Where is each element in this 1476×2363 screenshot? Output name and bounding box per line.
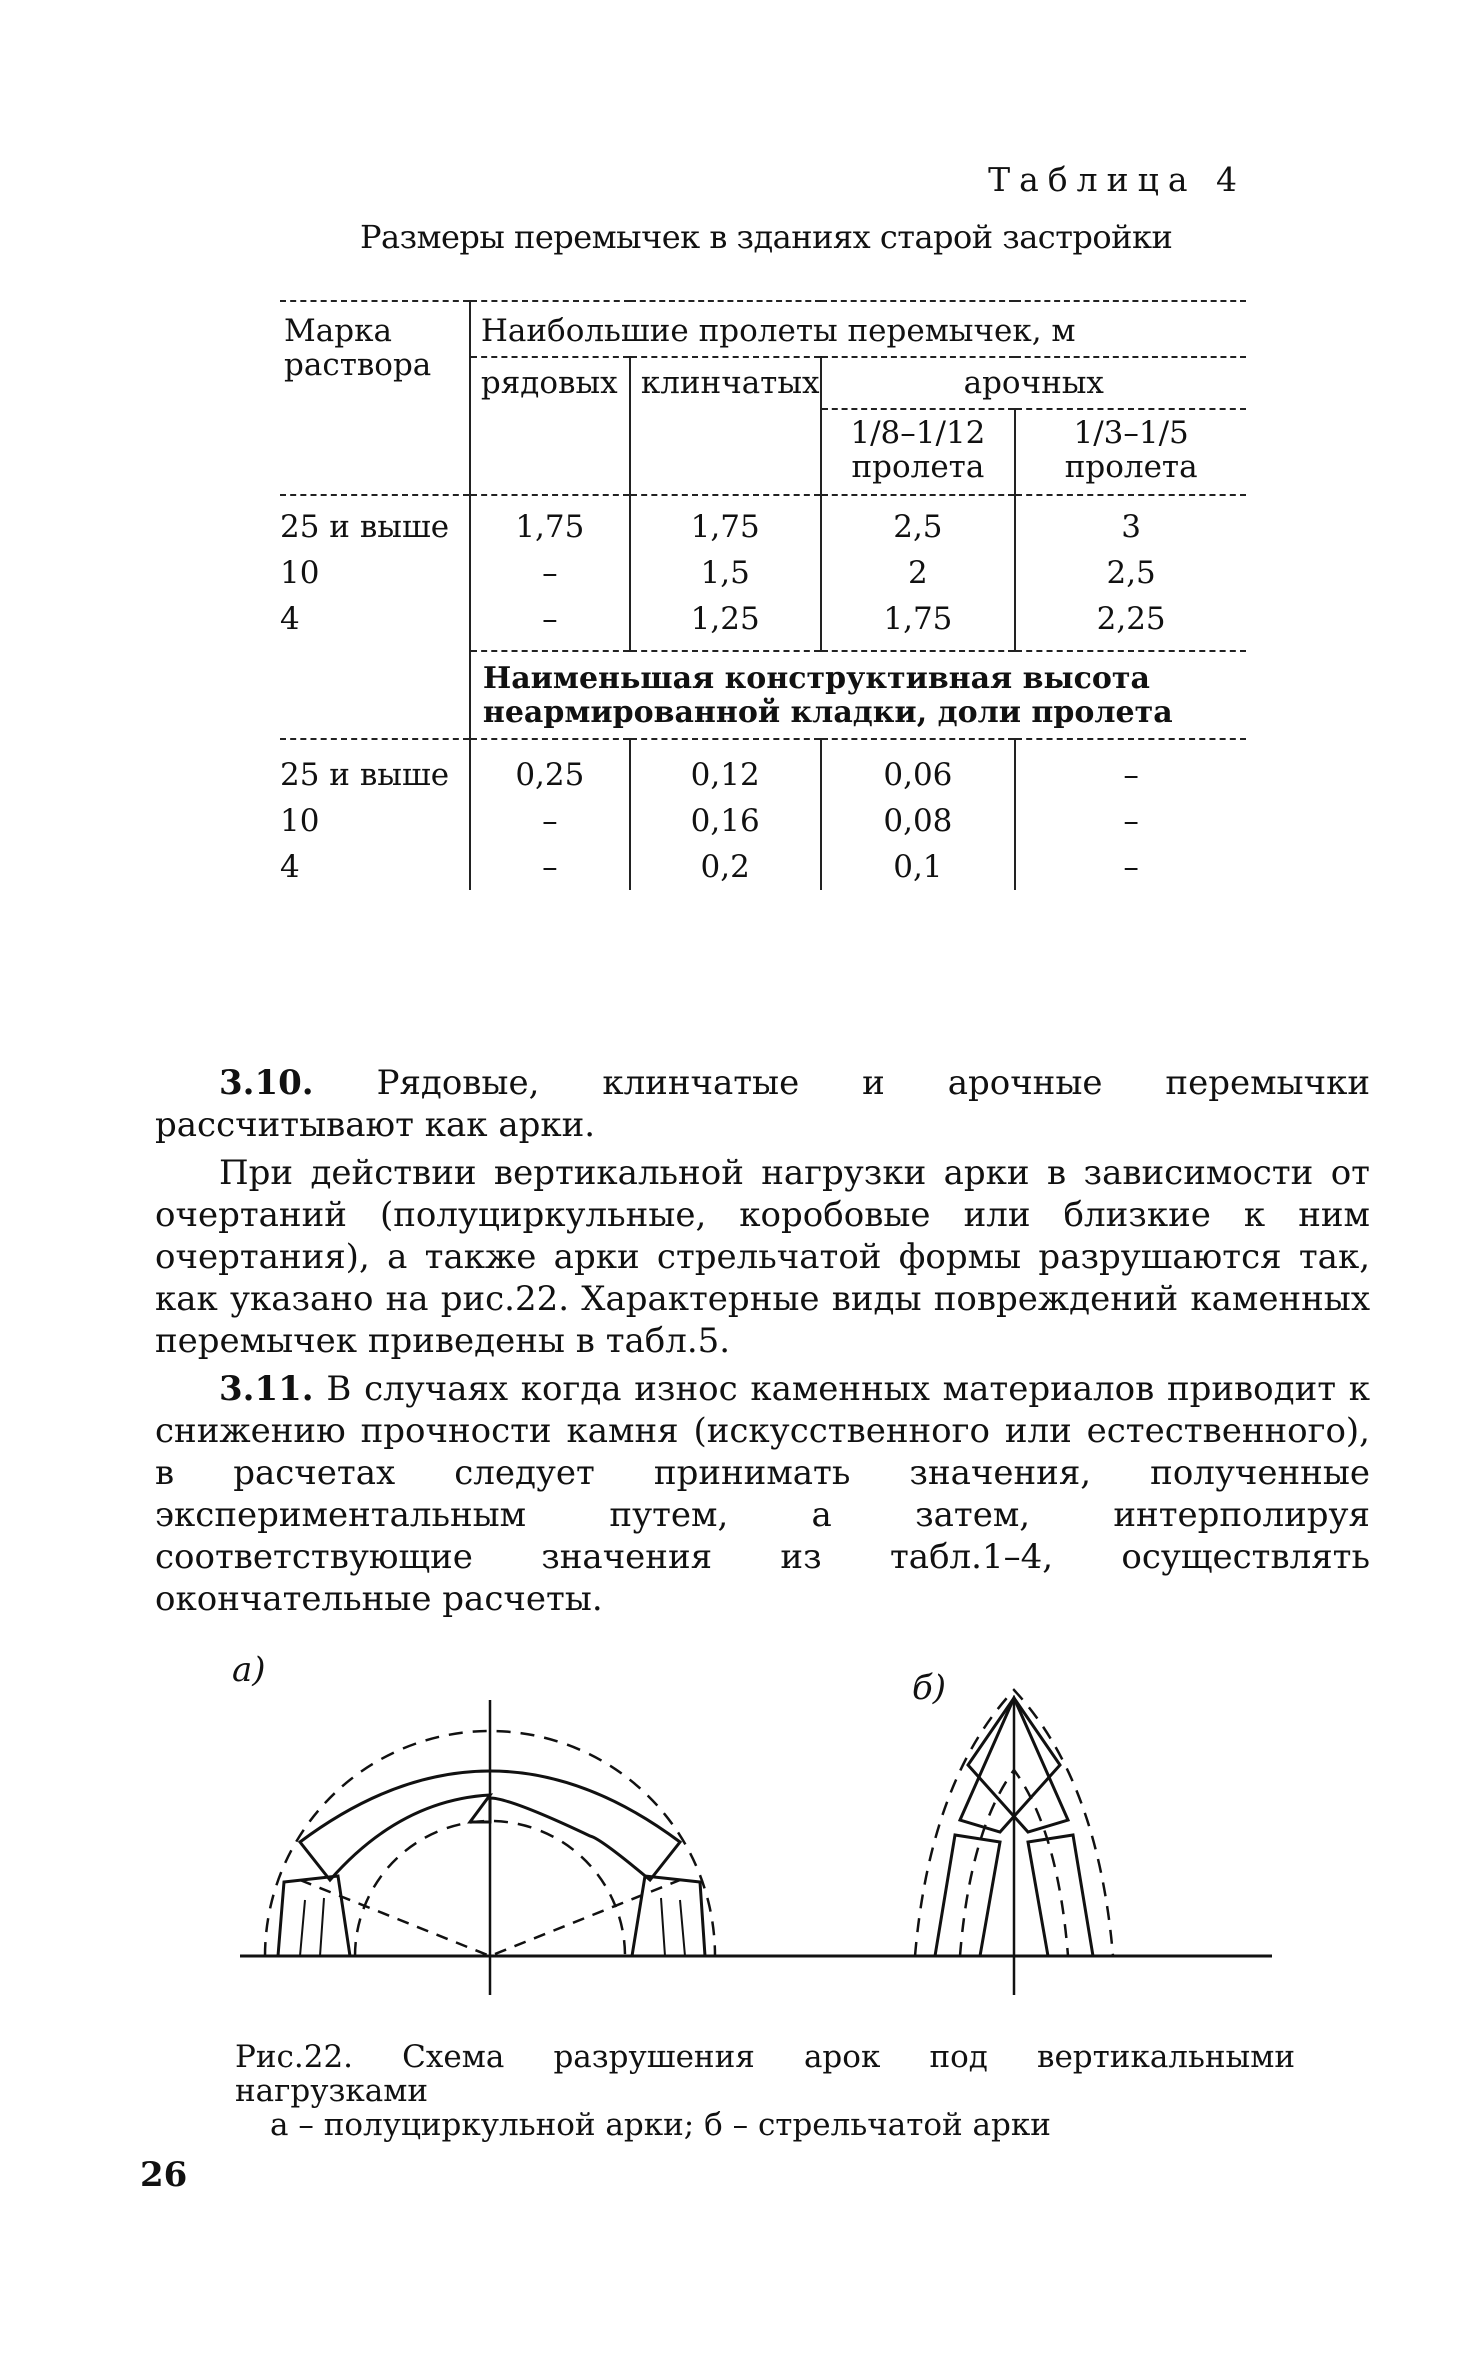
header-wedge-lintels: клинчатых <box>630 357 821 495</box>
table-row: 10 – 0,16 0,08 – <box>280 792 1246 838</box>
table-title: Размеры перемычек в зданиях старой застройки <box>360 218 1173 256</box>
left-support-fragment <box>278 1876 350 1956</box>
header-arch-1-8: 1/8–1/12 пролета <box>821 409 1016 495</box>
left-joint <box>300 1898 324 1956</box>
table-row: 25 и выше 1,75 1,75 2,5 3 <box>280 495 1246 544</box>
paragraph-3-11: 3.11. В случаях когда износ каменных материалов приводит к снижению прочности камня (искусственного или естественного), в расчетах следует принимать значения, полученные экспериментальным путем, а затем, интерполируя соответствующие значения из табл.1–4, осуществлять окончательные расчеты. <box>155 1369 1371 1619</box>
header-mark: Марка раствора <box>280 301 470 495</box>
right-joint <box>661 1898 685 1956</box>
header-arch-1-3: 1/3–1/5 пролета <box>1015 409 1246 495</box>
header-height-group: Наименьшая конструктивная высота неармированной кладки, доли пролета <box>470 651 1246 739</box>
caption-title: Рис.22. Схема разрушения арок под вертикальными нагрузками <box>235 2039 1295 2109</box>
header-spans-group: Наибольшие пролеты перемычек, м <box>470 301 1246 357</box>
paragraph-3-10: 3.10. Рядовые, клинчатые и арочные перемычки рассчитывают как арки. <box>155 1063 1370 1145</box>
right-support-fragment <box>632 1876 705 1956</box>
table-row: 10 – 1,5 2 2,5 <box>280 544 1246 590</box>
table-label: Таблица 4 <box>988 160 1246 199</box>
page-number: 26 <box>140 2155 188 2195</box>
figure-label-a: а) <box>232 1650 266 1690</box>
table-row: 4 – 0,2 0,1 – <box>280 838 1246 890</box>
figure-caption <box>235 2040 1295 2142</box>
header-arch-lintels: арочных <box>821 357 1247 409</box>
table-row: 25 и выше 0,25 0,12 0,06 – <box>280 739 1246 792</box>
clause-number: 3.11. <box>219 1369 314 1409</box>
caption-legend: а – полуциркульной арки; б – стрельчатой арки <box>270 2107 1051 2143</box>
figure-label-b: б) <box>912 1668 947 1708</box>
paragraph-arches: При действии вертикальной нагрузки арки в зависимости от очертаний (полуциркульные, коробовые или близкие к ним очертания), а также арки стрельчатой формы разрушаются так, как указано на рис.22. Характерные виды повреждений каменных перемычек приведены в табл.5. <box>155 1153 1370 1361</box>
right-lower-fragment <box>1028 1835 1093 1956</box>
header-row-lintels: рядовых <box>470 357 630 495</box>
clause-number: 3.10. <box>219 1063 314 1103</box>
table-row: 4 – 1,25 1,75 2,25 <box>280 590 1246 651</box>
